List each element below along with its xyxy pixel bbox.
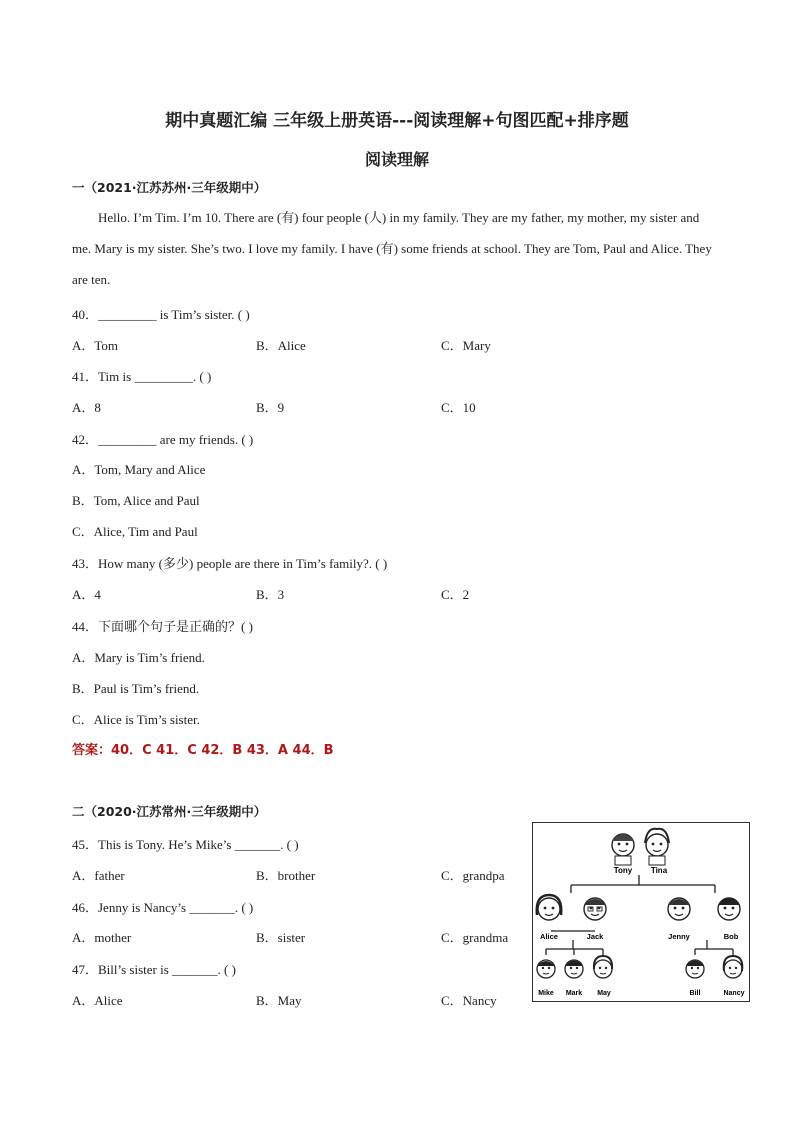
person-bill: [686, 960, 704, 978]
question-47: 47．Bill’s sister is _______. ( ): [72, 962, 236, 977]
question-41: 41．Tim is _________. ( ): [72, 369, 212, 384]
q43-option-b: B．3: [256, 587, 285, 602]
family-tree-svg: [533, 823, 749, 1001]
q40-option-c: C．Mary: [441, 338, 491, 353]
q46-option-a: A．mother: [72, 930, 132, 945]
answer-key: 答案：40．C 41．C 42．B 43．A 44．B: [72, 743, 334, 758]
question-40: 40．_________ is Tim’s sister. ( ): [72, 307, 250, 322]
q47-option-c: C．Nancy: [441, 993, 497, 1008]
section1-header: 一（2021·江苏苏州·三年级期中）: [72, 180, 267, 195]
label-nancy: Nancy: [723, 990, 745, 997]
q40-option-b: B．Alice: [256, 338, 306, 353]
q41-option-a: A．8: [72, 400, 101, 415]
reading-passage: Hello. I’m Tim. I’m 10. There are (有) four people (人) in my family. They are my father, my mother, my sister and me. Mary is my sister. She’s two. I love my family. I have (有) some friends at school. They are Tom, Paul and Alice. They are ten.: [72, 210, 712, 287]
family-tree-figure: [532, 822, 750, 1002]
label-alice: Alice: [540, 932, 558, 941]
tree-lines: [546, 875, 733, 955]
label-may: May: [597, 990, 611, 997]
label-mike: Mike: [538, 990, 554, 997]
q46-option-b: B．sister: [256, 930, 306, 945]
q47-option-a: A．Alice: [72, 993, 123, 1008]
person-mike: [537, 960, 555, 978]
section-subtitle: 阅读理解: [364, 150, 429, 169]
label-mark: Mark: [565, 990, 583, 997]
q43-option-a: A．4: [72, 587, 101, 602]
label-jack: Jack: [586, 932, 604, 941]
q44-option-c: C．Alice is Tim’s sister.: [72, 712, 200, 727]
q40-option-a: A．Tom: [72, 338, 119, 353]
q45-option-b: B．brother: [256, 868, 316, 883]
label-tony: Tony: [613, 866, 633, 875]
question-42: 42．_________ are my friends. ( ): [72, 432, 254, 447]
person-bob: [718, 898, 740, 920]
person-tony: [612, 834, 634, 865]
person-nancy: [724, 956, 743, 978]
label-bill: Bill: [689, 990, 701, 997]
label-bob: Bob: [723, 932, 739, 941]
q41-option-b: B．9: [256, 400, 285, 415]
label-tina: Tina: [650, 866, 668, 875]
person-jack: [584, 898, 606, 920]
section2-header: 二（2020·江苏常州·三年级期中）: [72, 804, 267, 819]
question-46: 46．Jenny is Nancy’s _______. ( ): [72, 900, 254, 915]
q41-option-c: C．10: [441, 400, 476, 415]
label-jenny: Jenny: [668, 932, 690, 941]
person-tina: [645, 829, 669, 865]
q47-option-b: B．May: [256, 993, 302, 1008]
q45-option-a: A．father: [72, 868, 125, 883]
q43-option-c: C．2: [441, 587, 470, 602]
person-mark: [565, 960, 583, 978]
page-title: 期中真题汇编 三年级上册英语---阅读理解+句图匹配+排序题: [165, 111, 629, 131]
q42-option-b: B．Tom, Alice and Paul: [72, 493, 200, 508]
question-45: 45．This is Tony. He’s Mike’s _______. ( ): [72, 837, 299, 852]
q46-option-c: C．grandma: [441, 930, 509, 945]
person-alice: [537, 895, 562, 920]
q44-option-a: A．Mary is Tim’s friend.: [72, 650, 205, 665]
q42-option-c: C．Alice, Tim and Paul: [72, 524, 198, 539]
person-jenny: [668, 898, 690, 920]
q44-option-b: B．Paul is Tim’s friend.: [72, 681, 200, 696]
question-44: 44．下面哪个句子是正确的？( ): [72, 619, 253, 634]
q42-option-a: A．Tom, Mary and Alice: [72, 462, 206, 477]
question-43: 43．How many (多少) people are there in Tim’s family?. ( ): [72, 556, 388, 571]
q45-option-c: C．grandpa: [441, 868, 505, 883]
person-may: [594, 956, 612, 978]
